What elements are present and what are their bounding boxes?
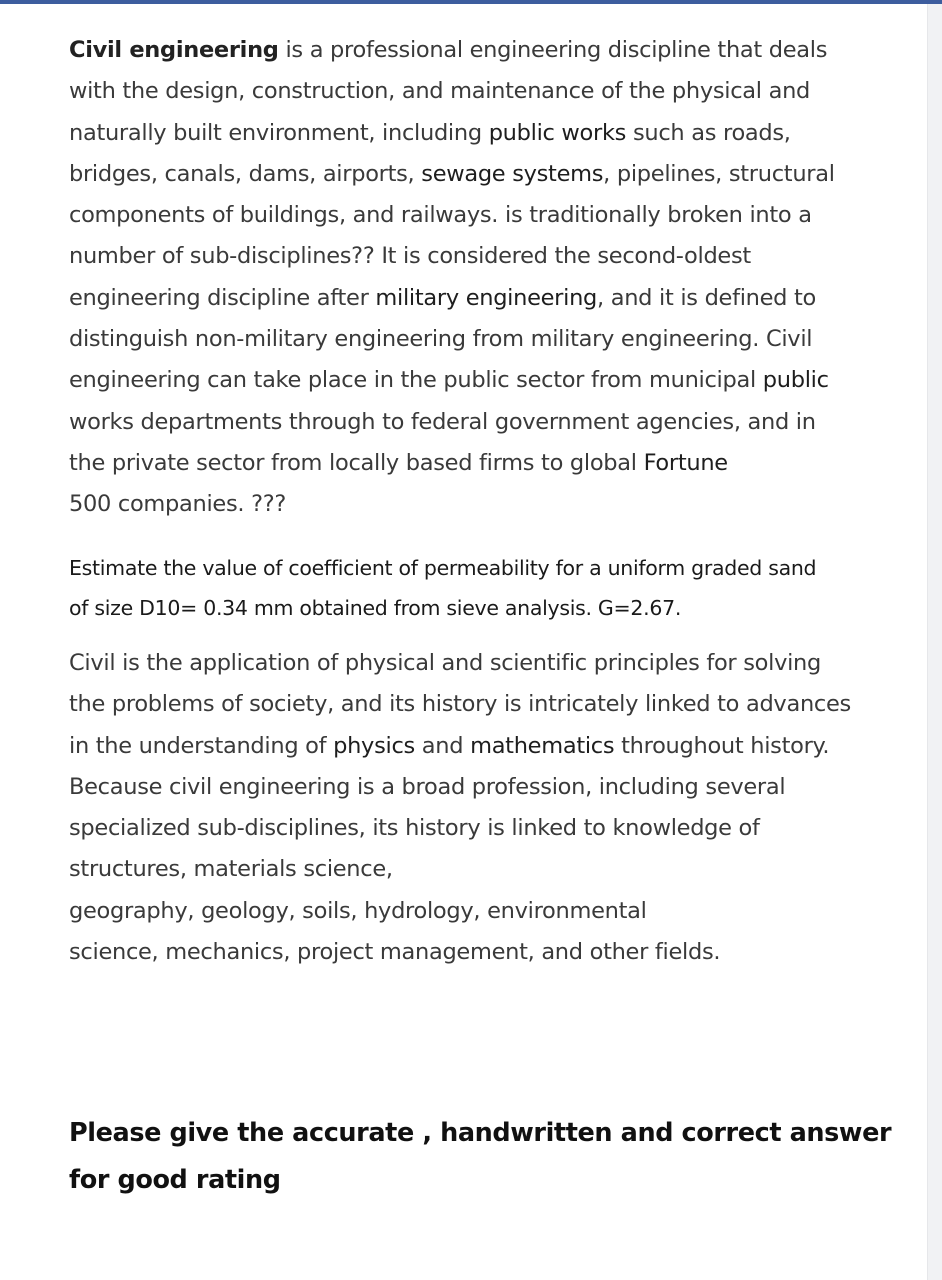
text-line: bridges, canals, dams, airports, sewage systems, pipelines, structural: [69, 160, 835, 187]
text-line: Civil is the application of physical and scientific principles for solving: [69, 650, 821, 676]
scrollbar-track[interactable]: [927, 4, 942, 1280]
link-public-works[interactable]: public works: [488, 119, 627, 146]
text-line: engineering discipline after military engineering, and it is defined to: [69, 284, 816, 311]
text-line: engineering can take place in the public sector from municipal public: [69, 367, 829, 394]
text-line: of size D10= 0.34 mm obtained from sieve analysis. G=2.67.: [69, 596, 682, 620]
link-military-engineering[interactable]: military engineering: [375, 284, 598, 311]
article-content: [69, 30, 879, 526]
text-line: in the understanding of physics and mathematics throughout history.: [69, 732, 830, 759]
text-line: the problems of society, and its history is intricately linked to advances: [69, 691, 851, 718]
text-line: science, mechanics, project management, and other fields.: [69, 939, 721, 966]
text-line: Please give the accurate , handwritten and correct answer: [69, 1118, 892, 1148]
link-public[interactable]: public: [762, 367, 829, 394]
text-line: Estimate the value of coefficient of permeability for a uniform graded sand: [69, 556, 817, 580]
text-line: geography, geology, soils, hydrology, environmental: [69, 897, 647, 924]
link-physics[interactable]: physics: [333, 732, 415, 759]
text-line: 500 companies. ???: [69, 491, 287, 518]
text-line: number of sub-disciplines?? It is considered the second-oldest: [69, 243, 751, 270]
text-line: naturally built environment, including public works such as roads,: [69, 119, 791, 146]
intro-paragraph: [69, 30, 879, 526]
text-line: components of buildings, and railways. is traditionally broken into a: [69, 202, 812, 229]
text-line: Because civil engineering is a broad profession, including several: [69, 773, 786, 800]
text-line: Civil engineering is a professional engineering discipline that deals: [69, 37, 828, 63]
link-fortune[interactable]: Fortune: [643, 449, 728, 476]
link-sewage-systems[interactable]: sewage systems: [421, 160, 604, 187]
text-line: distinguish non-military engineering from military engineering. Civil: [69, 326, 813, 353]
answer-request: [69, 1110, 891, 1204]
question-text: [69, 548, 816, 628]
top-accent-bar: [0, 0, 942, 4]
text-line: the private sector from locally based firms to global Fortune: [69, 449, 728, 476]
text-line: works departments through to federal government agencies, and in: [69, 408, 816, 435]
history-paragraph: [69, 643, 851, 973]
term-civil-engineering: Civil engineering: [69, 37, 279, 63]
link-mathematics[interactable]: mathematics: [470, 732, 615, 759]
text-line: specialized sub-disciplines, its history is linked to knowledge of: [69, 815, 760, 842]
text-line: with the design, construction, and maintenance of the physical and: [69, 78, 811, 105]
text-line: structures, materials science,: [69, 856, 393, 883]
text-line: for good rating: [69, 1165, 281, 1195]
